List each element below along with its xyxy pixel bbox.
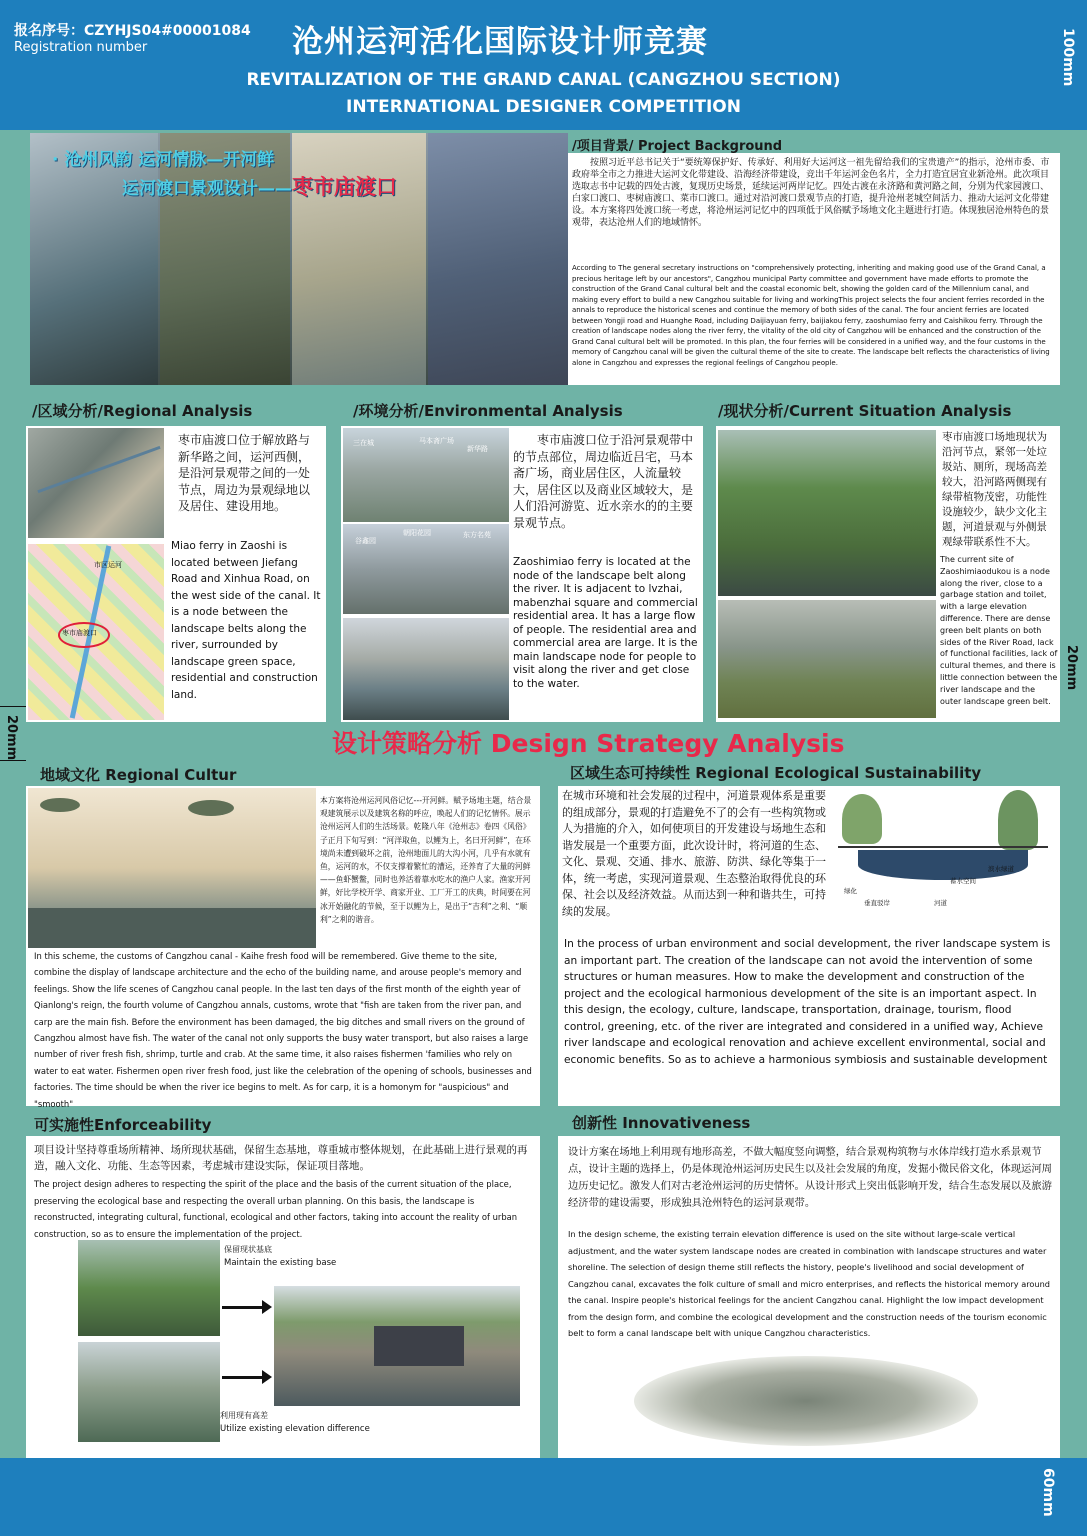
strategy-title-cn: 设计策略分析	[332, 729, 483, 758]
regional-analysis-cn: 枣市庙渡口位于解放路与新华路之间，运河西侧，是沿河景观带之间的一处节点，周边为景观绿地以及居住、建设用地。	[178, 433, 311, 513]
banner-line2	[122, 171, 397, 201]
current-analysis-cn: 枣市庙渡口场地现状为沿河节点，紧邻一处垃圾站、厕所，现场高差较大，沿河路两侧现有绿带植物茂密，功能性设施较少，缺少文化主题，河道景观与外侧景观绿带联系性不大。	[942, 431, 1047, 548]
diagram-label: 垂直驳岸	[864, 899, 890, 907]
diagram-label: 滨水绿道	[988, 865, 1014, 873]
competition-title-cn: 沧州运河活化国际设计师竞赛	[292, 24, 708, 60]
competition-title-en-line1: REVITALIZATION OF THE GRAND CANAL (CANGZHOU SECTION)	[246, 70, 841, 90]
diagram-label: 河道	[934, 899, 947, 907]
arrow-right-icon	[262, 1300, 272, 1314]
painting-tree	[188, 800, 234, 816]
innovativeness-cn: 设计方案在场地上利用现有地形高差，不做大幅度竖向调整，结合景观构筑物与水体岸线打造水系景观节点，设计主题的选择上，仍是体现沧州运河历史民生以及社会发展的角度，发掘小微民俗文化，体现运河周边历史记忆。激发人们对古老沧州运河的历史情怀。从设计形式上突出低影响开发，结合生态发展以及旅游经济带的建设需要，形成独具沧州特色的运河景观带。	[568, 1146, 1052, 1209]
enforce-label2-cn: 利用现有高差	[220, 1411, 268, 1420]
left-dimension-label: 20mm	[4, 715, 19, 761]
regional-culture-en: In this scheme, the customs of Cangzhou canal - Kaihe fresh food will be remembered. Give theme to the site, combine the display of landscape architecture and the echo of the building name, and arouse people's memory and feelings. Show the life scenes of Cangzhou canal people. In the last ten days of the first month of the eighth year of Qianlong's reign, the fourth volume of Cangzhou annals, customs, wrote that "fish are taken from the river pan, and carp are the main fish. Before the environment has been damaged, the big ditches and small rivers on the ground of Cangzhou almost have fish. The water of the canal not only supports the busy water transport, but also raises a large number of river fresh fish, shrimp, turtle and crab. At the same time, it also raises fishermen 'families who rely on water to eat water. Fishermen open river fresh food, just like the celebration of the opening of schools, businesses and factories. The time should be when the river ice begins to melt. As for carp, it is a homonym for "auspicious" and "smooth"	[34, 951, 532, 1109]
arrow-line	[222, 1306, 264, 1309]
diagram-tree	[998, 790, 1038, 850]
registration-number-cn: 报名序号：CZYHJS04#00001084	[14, 23, 251, 39]
left-dimension-line-2	[0, 760, 26, 761]
ecology-title: 区域生态可持续性 Regional Ecological Sustainability	[570, 764, 982, 782]
project-background-title: /项目背景/ Project Background	[572, 139, 783, 154]
ecology-cn: 在城市环境和社会发展的过程中，河道景观体系是重要的组成部分，景观的打造避免不了的会有一些构筑物或人为措施的介入，如何使项目的开发建设与场地生态和谐发展是一个重要方面，此次设计时，将河道的生态、文化、景观、交通、排水、旅游、防洪、绿化等集于一体，统一考虑，实现河道景观、生态整治取得优良的环保、社会以及经济效益。从而达到一种和谐共生，可持续的发展。	[562, 789, 826, 918]
project-background-cn: 按照习近平总书记关于“要统筹保护好、传承好、利用好大运河这一祖先留给我们的宝贵遗产”的指示，沧州市委、市政府举全市之力推进大运河文化带建设、沿海经济带建设，竞出千年运河金色名片，全力打造宜居宜业新沧州。此次项目选取志书中记载的四处古渡，复现历史场景，延续运河两岸记忆。四处古渡在永济路和黄河路之间，分别为代家园渡口、白家口渡口、枣树庙渡口、菜市口渡口。通过对沿河渡口景观节点的打造，提升沧州老城空间活力、推动大运河文化带建设。本方案将四处渡口统一考虑，将沧州运河记忆中的四项低于风俗赋予场地文化主题进行打造。体现独居沧州特色的景观带，表达沧州人们的地域情怀。	[572, 158, 1050, 228]
competition-title-en-line2: INTERNATIONAL DESIGNER COMPETITION	[346, 97, 741, 117]
right-dimension-label: 20mm	[1064, 645, 1079, 691]
painting-tree	[40, 798, 80, 812]
arrow-right-icon	[262, 1370, 272, 1384]
painting-roofs	[28, 908, 316, 948]
project-background-panel	[568, 133, 1060, 385]
diagram-tree	[842, 794, 882, 844]
banner-ferry-name: 枣市庙渡口	[292, 175, 397, 199]
current-analysis-title: /现状分析/Current Situation Analysis	[718, 402, 1012, 420]
current-photo-riverside-path	[718, 430, 936, 596]
env-photo-label: 朝阳花园	[403, 529, 431, 537]
environmental-analysis-cn: 枣市庙渡口位于沿河景观带中的节点部位，周边临近吕宅，马本斋广场，商业居住区，人流量较大，居住区以及商业区域较大，是人们沿河游览、近水亲水的的主要景观节点。	[513, 433, 694, 530]
top-dimension-label: 100mm	[1060, 28, 1076, 87]
innovativeness-title: 创新性 Innovativeness	[572, 1114, 751, 1132]
current-analysis-panel	[716, 426, 1060, 722]
footer-band	[0, 1458, 1087, 1536]
diagram-label: 蓄水空间	[950, 877, 976, 885]
env-photo-label: 马本斋广场	[419, 437, 454, 445]
enforce-label1-en: Maintain the existing base	[224, 1258, 337, 1268]
regional-culture-title: 地域文化 Regional Cultur	[40, 766, 237, 784]
collage-fishing-painting	[428, 133, 568, 385]
enforce-rendering	[274, 1286, 520, 1406]
banner-collage	[30, 133, 568, 385]
env-photo-label: 三在城	[353, 439, 374, 447]
regional-land-use-map	[28, 544, 164, 720]
env-photo-label: 东方名苑	[463, 531, 491, 539]
regional-culture-panel	[26, 786, 540, 1109]
current-photo-toilet-site	[718, 600, 936, 718]
innovativeness-panel	[558, 1136, 1060, 1458]
env-photo-aerial	[343, 428, 509, 522]
enforce-photo-bridge	[78, 1342, 220, 1442]
enforceability-title: 可实施性Enforceability	[34, 1116, 212, 1134]
env-photo-label: 新华路	[467, 445, 488, 453]
regional-analysis-en: Miao ferry in Zaoshi is located between Jiefang Road and Xinhua Road, on the west side of the canal. It is a node between the landscape belts along the river, surrounded by landscape green space, residential and construction land.	[171, 540, 321, 701]
culture-fishing-painting	[28, 788, 316, 948]
strategy-title-en: Design Strategy Analysis	[490, 729, 845, 758]
regional-analysis-title: /区域分析/Regional Analysis	[32, 402, 253, 420]
enforceability-cn: 项目设计坚持尊重场所精神、场所现状基础，保留生态基地，尊重城市整体规划，在此基础上进行景观的再造，融入文化、功能、生态等因素，考虑城市建设实际，保证项目落地。	[34, 1144, 528, 1172]
env-photo-city	[343, 524, 509, 614]
enforce-photo-existing-base	[78, 1240, 220, 1336]
rendering-building	[374, 1326, 464, 1366]
project-background-en: According to The general secretary instructions on "comprehensively protecting, inheriting and making good use of the Grand Canal, a precious heritage left by our ancestors", Cangzhou municipal Party committee and government have made efforts to promote the construction of the Grand Canal cultural belt and the coastal economic belt, showing the golden card of the Millennium canal, and making every effort to build a new Cangzhou suitable for living and workingThis project selects the four ancient ferries recorded in the annals to reproduce the historical scenes and continue the memory of both sides of the canal. The four ancient ferries are located between Yongji road and Huanghe Road, including Daijiayuan ferry, baijiakou ferry, zaoshumiao ferry and Caishikou ferry. Through the creation of landscape nodes along the river ferry, the vitality of the old city of Cangzhou will be enhanced and the construction of the Grand Canal cultural belt will be promoted. In this plan, the four ferries will be considered in a unified way, and the four customs in the memory of Cangzhou canal will be given the cultural theme of the site to create. The landscape belt reflects the characteristics of living alone in Cangzhou and expresses the regional feelings of Cangzhou people.	[572, 264, 1050, 367]
map-label-ferry: 枣市庙渡口	[62, 629, 97, 637]
registration-number-en: Registration number	[14, 40, 148, 55]
ecology-section-diagram	[838, 790, 1048, 910]
map-label-canal: 市区运河	[94, 561, 122, 569]
regional-analysis-panel	[26, 426, 326, 722]
environmental-analysis-title: /环境分析/Environmental Analysis	[353, 402, 623, 420]
env-photo-riverside	[343, 618, 509, 720]
regional-aerial-photo	[28, 428, 164, 538]
arrow-line	[222, 1376, 264, 1379]
enforceability-en: The project design adheres to respecting the spirit of the place and the basis of the current situation of the place, preserving the ecological base and respecting the overall urban planning. On this basis, the landscape is reconstructed, integrating cultural, functional, ecological and other factors, taking into account the reality of urban construction, so as to ensure the implementation of the project.	[34, 1179, 518, 1239]
diagram-ground-line	[838, 846, 1048, 848]
banner-line1: · 沧州风韵 运河情脉—开河鲜	[52, 150, 275, 170]
left-dimension-line	[0, 706, 26, 707]
regional-culture-cn: 本方案将沧州运河风俗记忆---开河鲜。赋予场地主题，结合景观建筑展示以及建筑名称的呼应，唤起人们的记忆情怀。展示沧州运河人们的生活场景。乾隆八年《沧州志》卷四《风俗》子正月下旬写到：“河洋取鱼，以鲤为上，名曰开河鲜”，在环境尚未遭到破坏之前，沧州地面儿的大沟小河，几乎有水就有鱼，运河的水，不仅支撑着繁忙的漕运，还养育了大量的河鲜——鱼虾蟹鳖，同时也养活着靠水吃水的渔户人家。渔家开河鲜，好比学校开学、商家开业、工厂开工的庆典，时间要在河冰开始融化的节候，至于以鲤为上，是出于“吉利”之利、“顺利”之利的谐音。	[320, 796, 532, 924]
aerial-canal-line	[37, 446, 160, 493]
enforceability-panel	[26, 1136, 540, 1458]
ecology-en: In the process of urban environment and social development, the river landscape system is an important part. The creation of the landscape can not avoid the intervention of some structures or human measures. How to make the development and construction of the project and the ecological harmonious development of the site is an important aspect. In this design, the ecology, culture, landscape, transportation, drainage, tourism, flood control, greening, etc. of the river are integrated and considered in a unified way, Achieve river landscape and ecological renovation and achieve excellent environmental, social and economic benefits. So as to achieve a harmonious symbiosis and sustainable development	[564, 938, 1051, 1066]
environmental-analysis-panel	[341, 426, 703, 722]
env-photo-label: 谷鑫园	[355, 537, 376, 545]
enforce-label1-cn: 保留现状基底	[224, 1245, 272, 1254]
ecology-panel	[558, 786, 1060, 1106]
current-analysis-en: The current site of Zaoshimiaodukou is a node along the river, close to a garbage station and toilet, with a large elevation difference. There are dense green belt plants on both sides of the River Road, lack of functional facilities, lack of cultural themes, and there is little connection between the river landscape and the outer landscape green belt.	[940, 555, 1058, 706]
banner-line2-text: 运河渡口景观设计——	[122, 179, 292, 199]
bottom-dimension-label: 60mm	[1040, 1468, 1056, 1517]
environmental-analysis-en: Zaoshimiao ferry is located at the node of the landscape belt along the river. It is adjacent to lvzhai, mabenzhai square and commercial residential area. It has a large flow of people. The residential area and commercial area are large. It is the main landscape node for people to visit along the river and get close to the water.	[513, 556, 698, 690]
innovativeness-ink-landscape	[634, 1356, 978, 1446]
innovativeness-en: In the design scheme, the existing terrain elevation difference is used on the site without large-scale vertical adjustment, and the water system landscape nodes are created in combination with landscape structures and water shoreline. The selection of design theme still reflects the history, people's livelihood and social development of Cangzhou canal, excavates the folk culture of small and micro enterprises, and reflects the historical memory around the canal. Inspire people's historical feelings for the ancient Cangzhou canal. Highlight the low impact development from the design form, and combine the ecological development and the construction needs of the tourism economic belt to form a canal landscape belt with unique Cangzhou characteristics.	[568, 1229, 1050, 1338]
strategy-title	[332, 724, 844, 760]
enforce-label2-en: Utilize existing elevation difference	[220, 1424, 370, 1434]
diagram-label: 绿化	[844, 887, 857, 895]
